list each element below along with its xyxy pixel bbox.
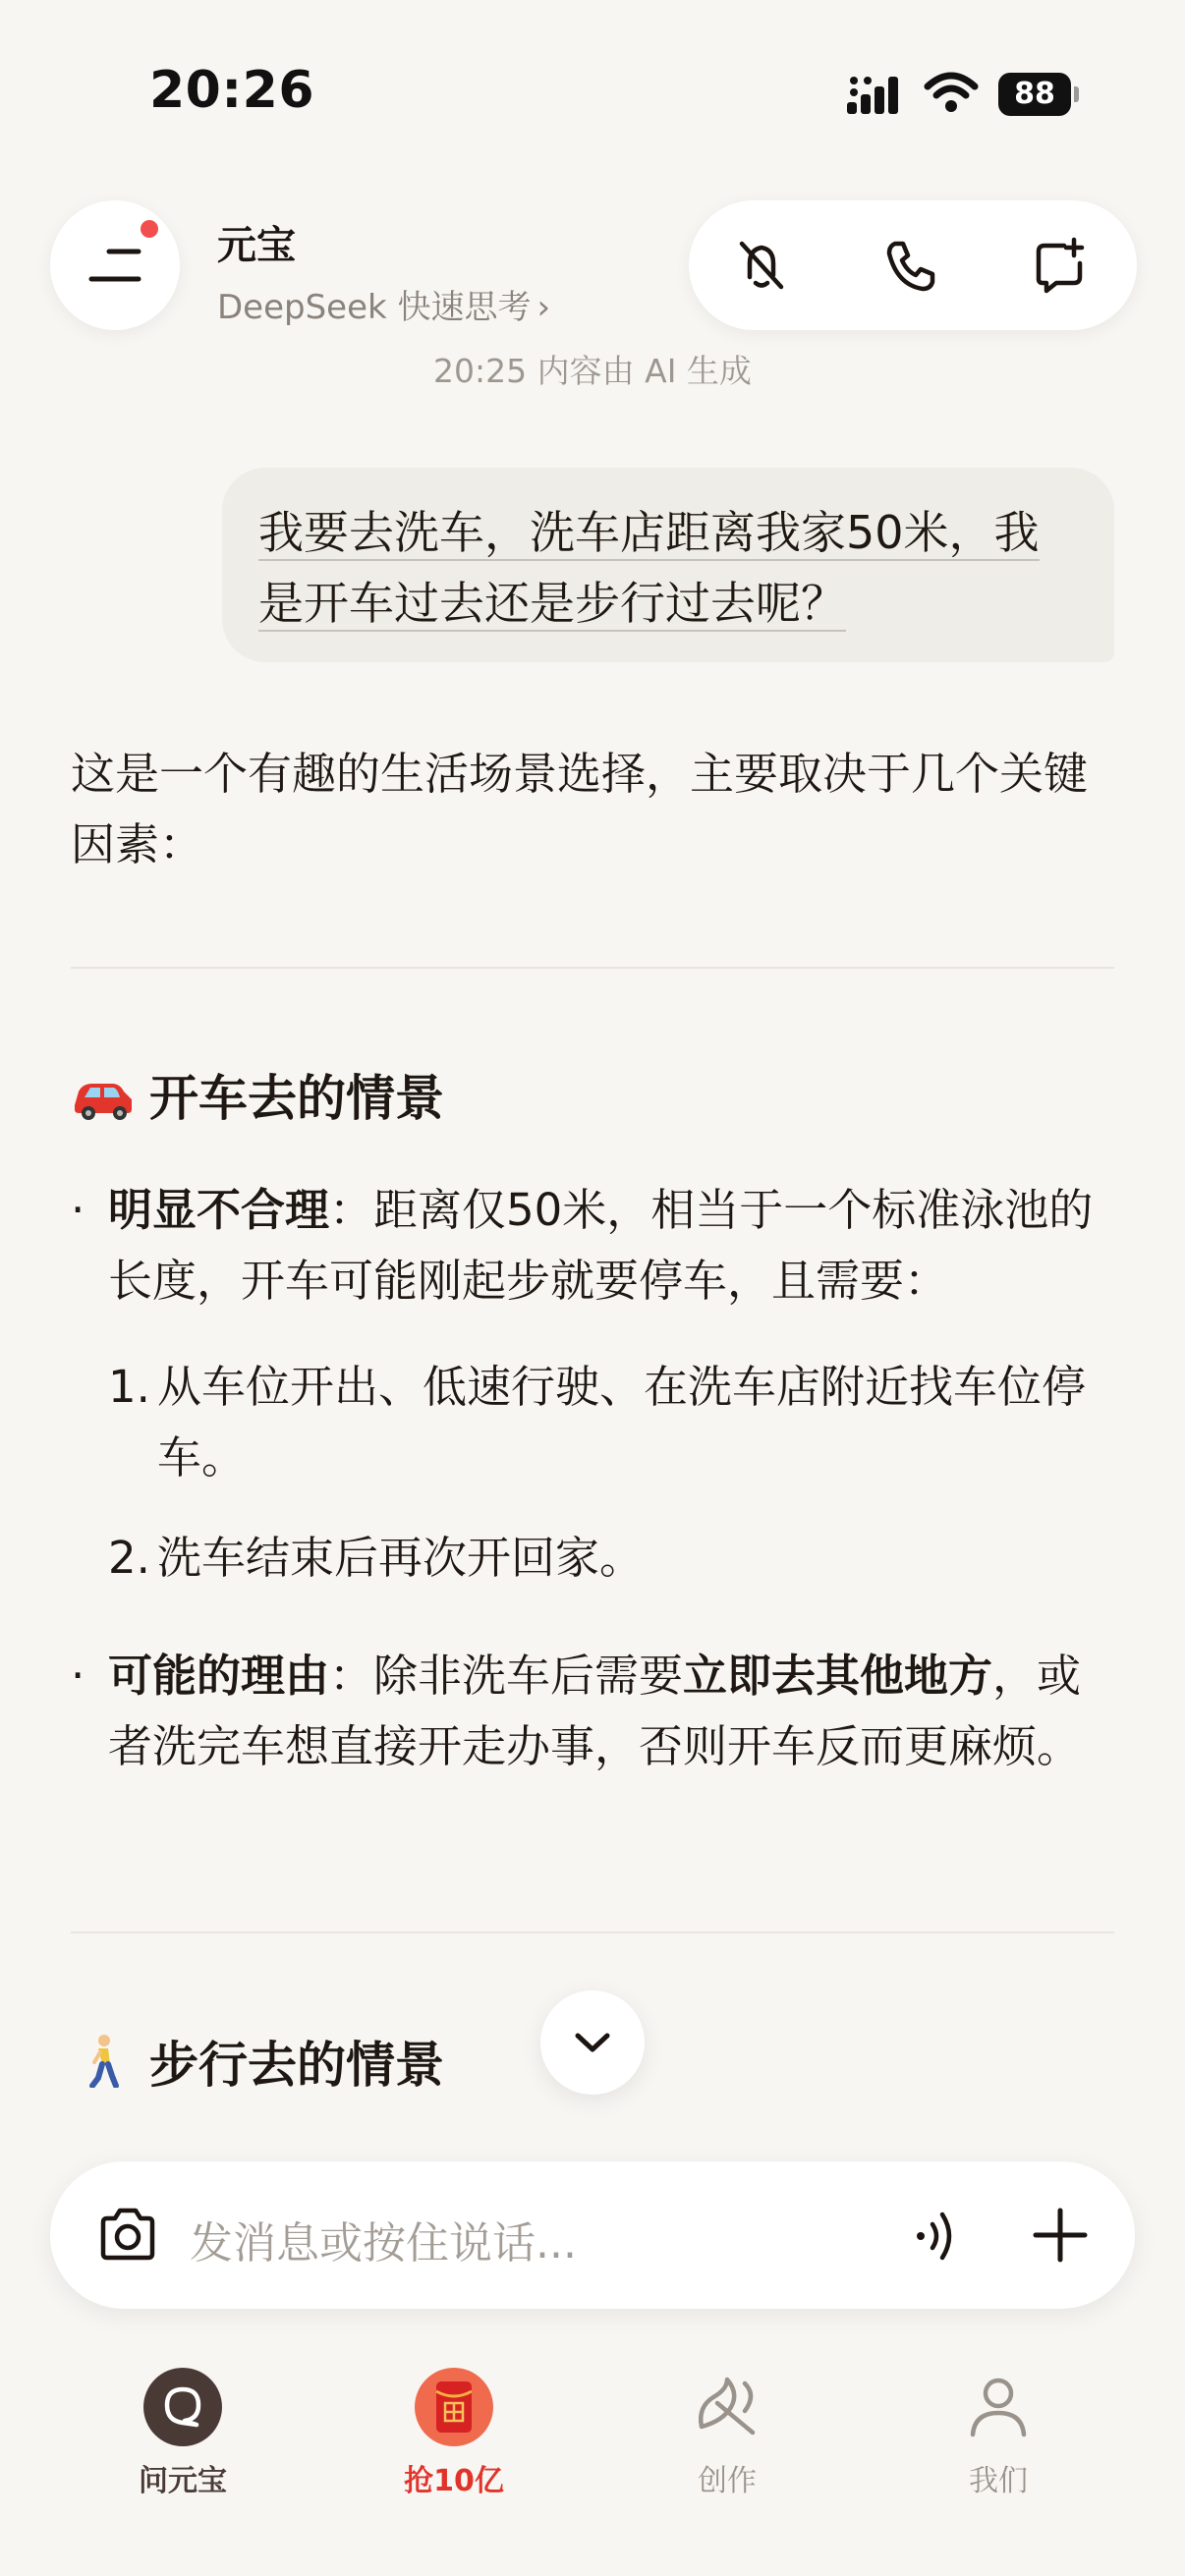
red-envelope-icon	[415, 2368, 493, 2446]
user-message-text	[258, 497, 1089, 639]
bullet-label: 可能的理由	[108, 1650, 330, 1702]
menu-icon	[85, 246, 144, 285]
tab-label: 问元宝	[139, 2464, 227, 2498]
tab-us[interactable]	[910, 2368, 1087, 2499]
list-text: 从车位开出、低速行驶、在洗车店附近找车位停车。	[157, 1361, 1087, 1484]
menu-button[interactable]	[50, 200, 180, 330]
walking-person-icon	[71, 2033, 136, 2088]
tab-label: 创作	[698, 2464, 757, 2498]
section-title: 步行去的情景	[149, 2037, 444, 2094]
tab-create[interactable]	[639, 2368, 816, 2499]
header-actions	[689, 200, 1137, 330]
car-icon	[71, 1072, 136, 1121]
message-input[interactable]: 发消息或按住说话...	[190, 2218, 577, 2268]
bullet-item: · 可能的理由：除非洗车后需要立即去其他地方，或者洗完车想直接开走办事，否则开车反而更麻烦。	[71, 1650, 1082, 1772]
chevron-right-icon: ›	[536, 288, 551, 327]
tab-label: 抢10亿	[404, 2464, 504, 2498]
divider	[71, 1932, 1114, 1933]
section-title: 开车去的情景	[149, 1070, 444, 1127]
bullet-text: ：距离仅50米，相当于一个标准泳池的长度，开车可能刚起步就要停车，且需要：	[108, 1184, 1094, 1307]
bullet-label: 明显不合理	[108, 1184, 330, 1236]
battery-level: 88	[998, 73, 1071, 116]
tab-ask-yuanbao[interactable]	[94, 2368, 271, 2499]
user-message-bubble[interactable]	[222, 468, 1114, 662]
new-chat-icon[interactable]	[1031, 236, 1090, 295]
chat-title-block[interactable]	[217, 214, 550, 328]
ordered-list-item	[108, 1352, 1112, 1493]
model-selector[interactable]	[217, 280, 550, 328]
section-heading-walk	[71, 2026, 444, 2097]
user-message-line-1: 我要去洗车，洗车店距离我家50米，我	[258, 506, 1040, 559]
notification-dot	[141, 220, 158, 238]
tab-red-envelope[interactable]	[366, 2368, 542, 2499]
message-input-bar[interactable]	[50, 2161, 1135, 2309]
bottom-tab-bar	[0, 2348, 1185, 2576]
status-time: 20:26	[149, 61, 315, 120]
ordered-list-item	[108, 1523, 1112, 1594]
tab-label: 我们	[969, 2464, 1028, 2498]
wifi-icon	[924, 71, 979, 114]
signal-icon	[847, 75, 908, 116]
app-title: 元宝	[217, 223, 296, 268]
bullet-emphasis: 立即去其他地方	[683, 1650, 993, 1702]
voice-icon[interactable]	[909, 2207, 964, 2266]
plus-icon[interactable]	[1030, 2205, 1091, 2266]
list-text: 洗车结束后再次开回家。	[157, 1532, 645, 1584]
list-number: 2.	[108, 1532, 150, 1584]
section-heading-drive	[71, 1059, 444, 1130]
phone-icon[interactable]	[881, 236, 940, 295]
answer-intro: 这是一个有趣的生活场景选择，主要取决于几个关键因素：	[71, 748, 1089, 870]
status-bar	[0, 0, 1185, 187]
pen-icon	[688, 2368, 766, 2446]
camera-icon[interactable]	[95, 2205, 160, 2266]
bullet-item: · 明显不合理：距离仅50米，相当于一个标准泳池的长度，开车可能刚起步就要停车，且需要：	[71, 1184, 1094, 1307]
chevron-down-icon	[540, 1990, 645, 2095]
divider	[71, 967, 1114, 969]
bullet-text: ：除非洗车后需要	[329, 1650, 684, 1702]
user-message-line-2: 是开车过去还是步行过去呢？	[258, 577, 846, 630]
person-icon	[959, 2368, 1038, 2446]
bullet-text-end: ，或者洗完车想直接开走办事，否则开车反而更麻烦。	[108, 1650, 1082, 1772]
list-number: 1.	[108, 1361, 150, 1413]
mute-icon[interactable]	[732, 236, 791, 295]
ai-generated-note: 20:25 内容由 AI 生成	[433, 352, 752, 390]
assistant-answer	[71, 739, 1112, 880]
battery-indicator	[998, 73, 1079, 116]
chat-bubble-icon	[143, 2368, 222, 2446]
model-name: DeepSeek 快速思考	[217, 288, 532, 327]
scroll-to-bottom-button[interactable]	[540, 1990, 645, 2095]
